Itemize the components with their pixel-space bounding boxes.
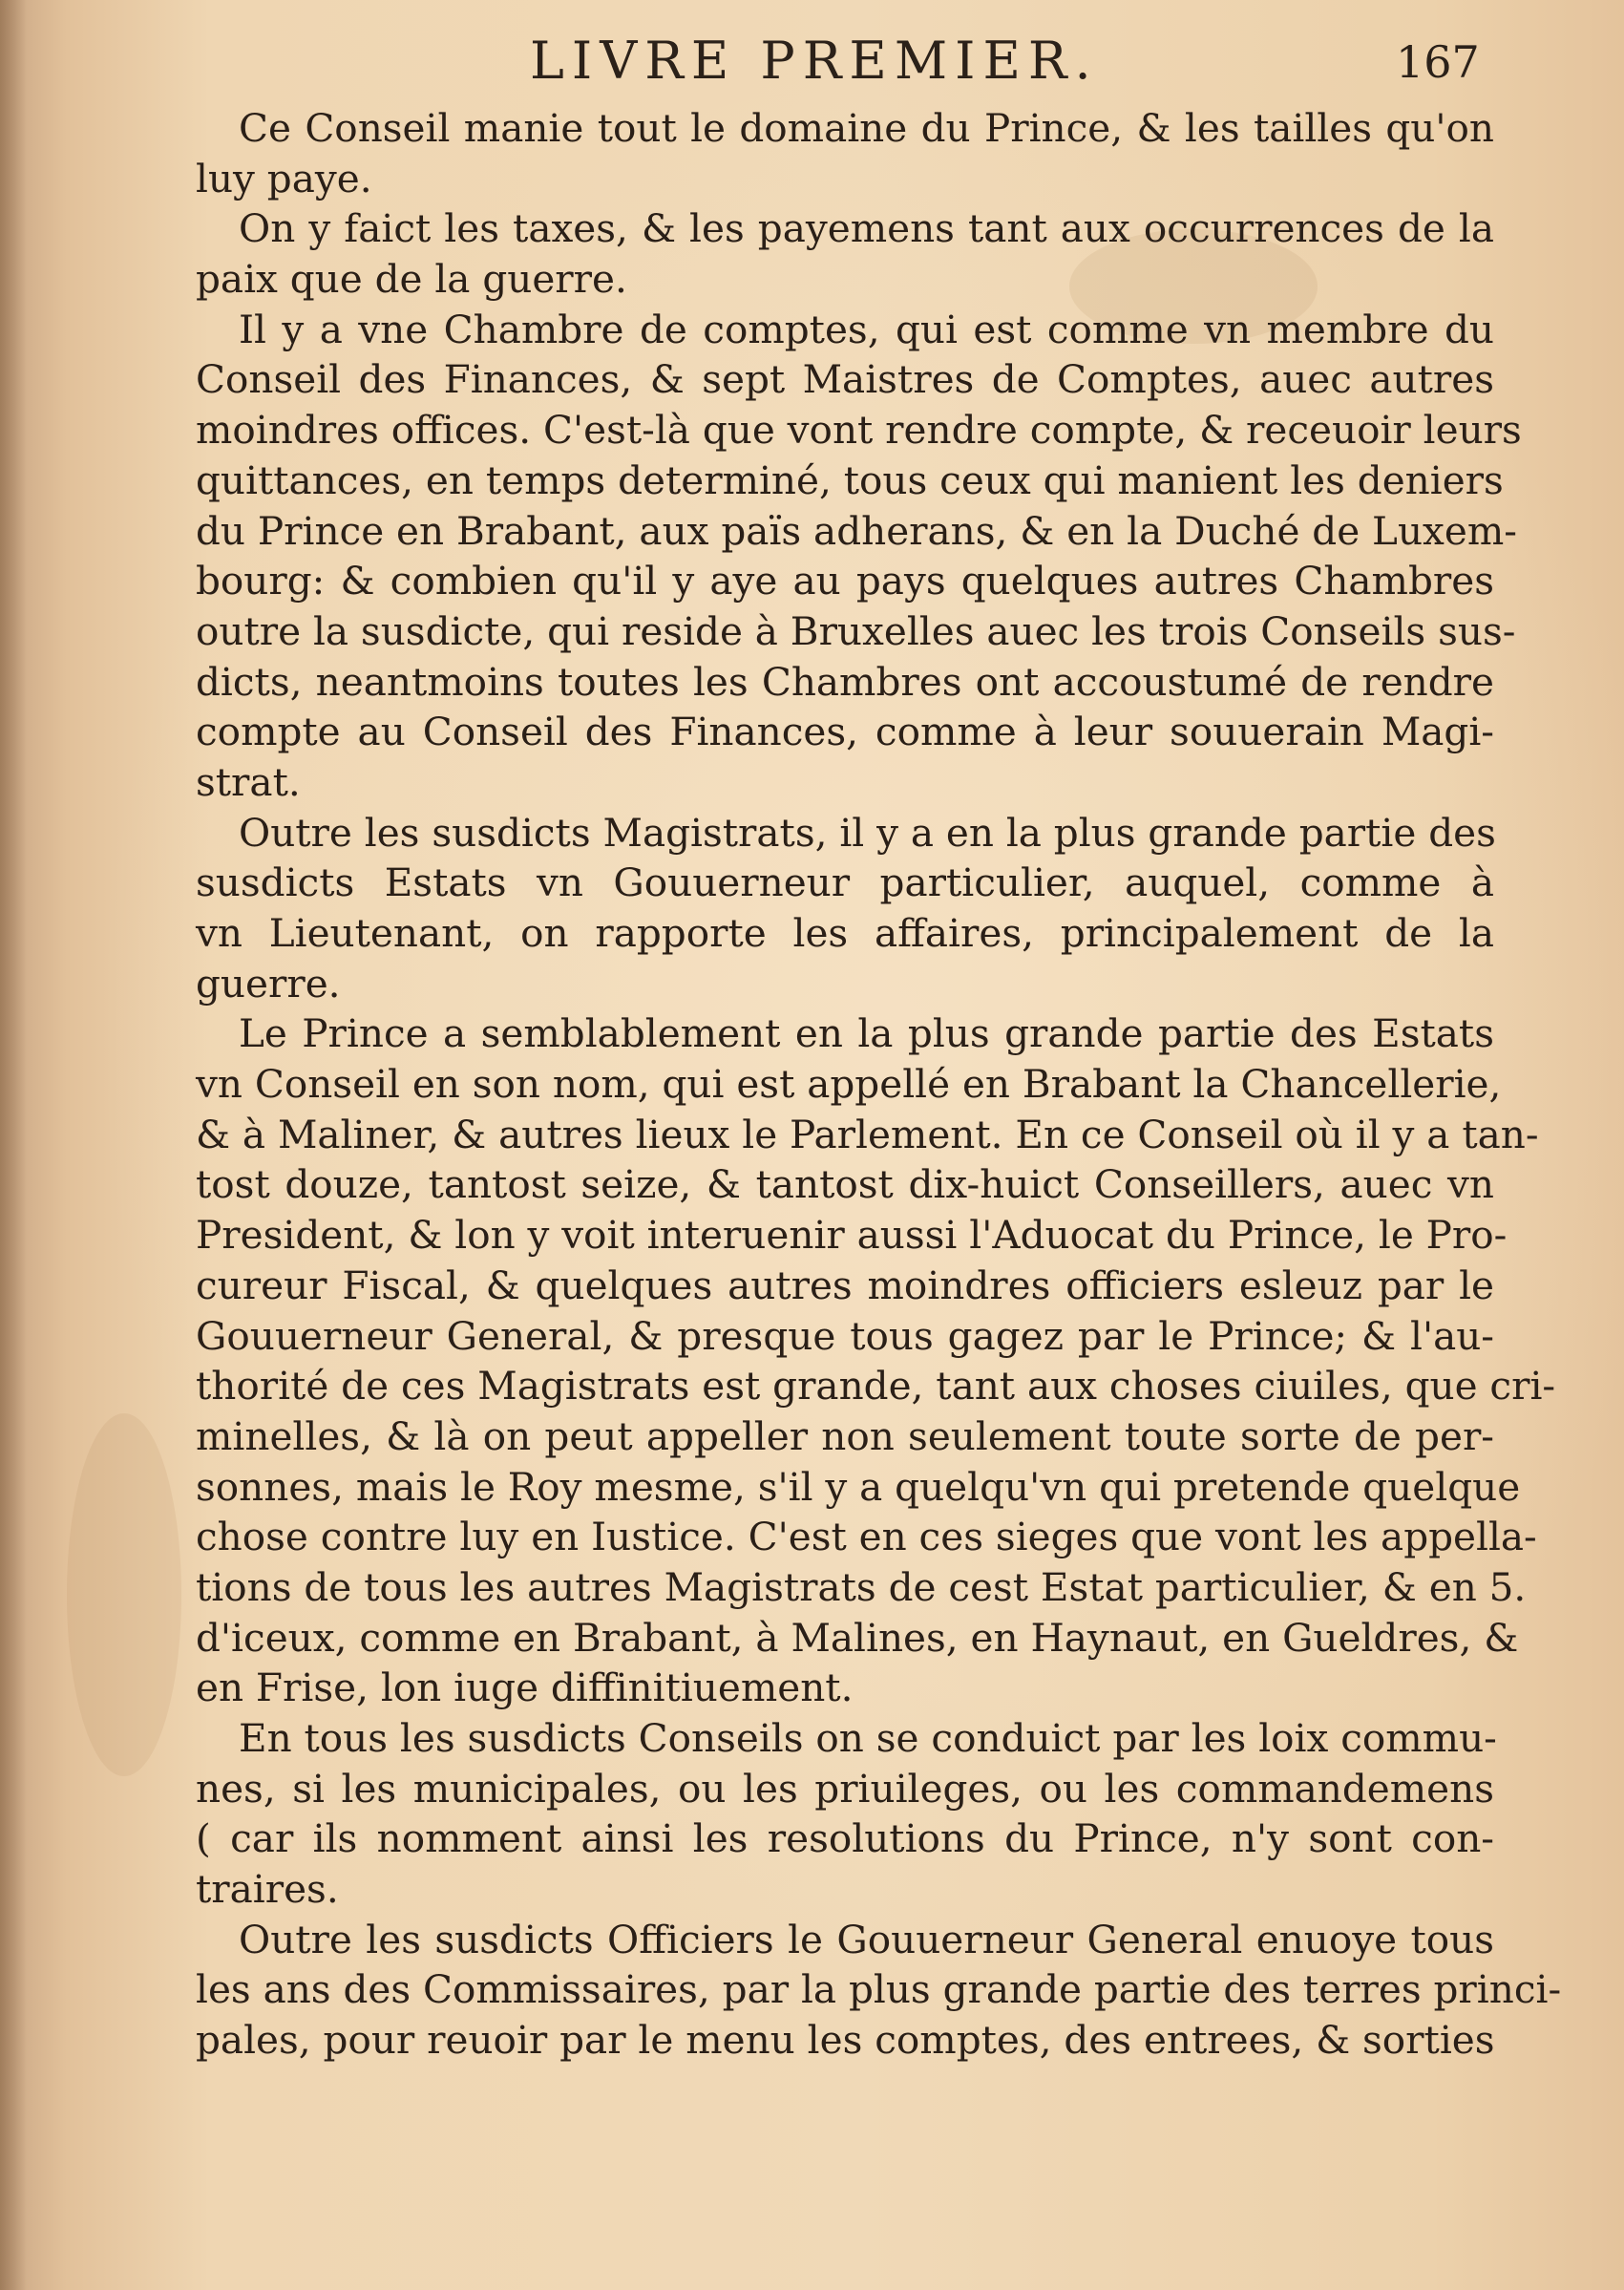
text-line: d'iceux, comme en Brabant, à Malines, en Haynaut, en Gueldres, &	[196, 1614, 1519, 1661]
text-line: tost douze, tantost seize, & tantost dix-huict Conseillers, auec vn	[196, 1161, 1494, 1208]
text-line: outre la susdicte, qui reside à Bruxelles auec les trois Conseils sus-	[196, 607, 1516, 654]
text-line: compte au Conseil des Finances, comme à leur souuerain Magi-	[196, 709, 1494, 755]
running-title: LIVRE PREMIER.	[530, 31, 1099, 91]
text-line: moindres offices. C'est-là que vont rendre compte, & receuoir leurs	[196, 407, 1522, 454]
page-number: 167	[1396, 36, 1480, 88]
text-line: ( car ils nomment ainsi les resolutions du Prince, n'y sont con-	[196, 1815, 1494, 1862]
text-line: & à Maliner, & autres lieux le Parlement. En ce Conseil où il y a tan-	[196, 1111, 1539, 1157]
text-line: guerre.	[196, 960, 341, 1007]
text-line: Ce Conseil manie tout le domaine du Prince, & les tailles qu'on	[239, 105, 1494, 151]
text-line: Gouuerneur General, & presque tous gagez par le Prince; & l'au-	[196, 1312, 1494, 1359]
text-line: susdicts Estats vn Gouuerneur particulier, auquel, comme à	[196, 859, 1494, 906]
text-line: On y faict les taxes, & les payemens tant aux occurrences de la	[239, 205, 1494, 252]
text-line: en Frise, lon iuge diffinitiuement.	[196, 1664, 854, 1711]
text-line: Outre les susdicts Officiers le Gouuerneur General enuoye tous	[239, 1916, 1494, 1962]
text-line: chose contre luy en Iustice. C'est en ces sieges que vont les appella-	[196, 1514, 1537, 1560]
text-line: dicts, neantmoins toutes les Chambres ont accoustumé de rendre	[196, 658, 1494, 705]
text-line: strat.	[196, 758, 301, 805]
text-line: vn Lieutenant, on rapporte les affaires, principalement de la	[196, 910, 1494, 956]
text-line: minelles, & là on peut appeller non seulement toute sorte de per-	[196, 1412, 1494, 1459]
text-line: les ans des Commissaires, par la plus grande partie des terres princi-	[196, 1966, 1562, 2013]
text-line: Le Prince a semblablement en la plus grande partie des Estats	[239, 1010, 1494, 1057]
text-line: nes, si les municipales, ou les priuileges, ou les commandemens	[196, 1765, 1494, 1812]
text-line: President, & lon y voit interuenir aussi l'Aduocat du Prince, le Pro-	[196, 1212, 1508, 1259]
text-line: traires.	[196, 1866, 339, 1913]
text-line: En tous les susdicts Conseils on se conduict par les loix commu-	[239, 1715, 1497, 1761]
text-line: Outre les susdicts Magistrats, il y a en la plus grande partie des	[239, 809, 1496, 856]
text-line: thorité de ces Magistrats est grande, tant aux choses ciuiles, que cri-	[196, 1363, 1556, 1410]
text-line: sonnes, mais le Roy mesme, s'il y a quelqu'vn qui pretende quelque	[196, 1463, 1521, 1510]
text-line: bourg: & combien qu'il y aye au pays quelques autres Chambres	[196, 558, 1494, 604]
paper-stain	[67, 1413, 181, 1776]
text-line: quittances, en temps determiné, tous ceux qui manient les deniers	[196, 456, 1504, 503]
text-line: paix que de la guerre.	[196, 256, 627, 303]
text-line: luy paye.	[196, 155, 372, 201]
text-line: vn Conseil en son nom, qui est appellé en Brabant la Chancellerie,	[196, 1061, 1502, 1108]
text-line: du Prince en Brabant, aux païs adherans, & en la Duché de Luxem-	[196, 507, 1517, 554]
text-line: cureur Fiscal, & quelques autres moindres officiers esleuz par le	[196, 1262, 1494, 1308]
text-line: Il y a vne Chambre de comptes, qui est comme vn membre du	[239, 306, 1494, 352]
body-text	[196, 103, 1562, 2066]
text-line: tions de tous les autres Magistrats de cest Estat particulier, & en 5.	[196, 1563, 1527, 1610]
text-line: Conseil des Finances, & sept Maistres de Comptes, auec autres	[196, 356, 1494, 403]
text-line: pales, pour reuoir par le menu les comptes, des entrees, & sorties	[196, 2017, 1495, 2064]
